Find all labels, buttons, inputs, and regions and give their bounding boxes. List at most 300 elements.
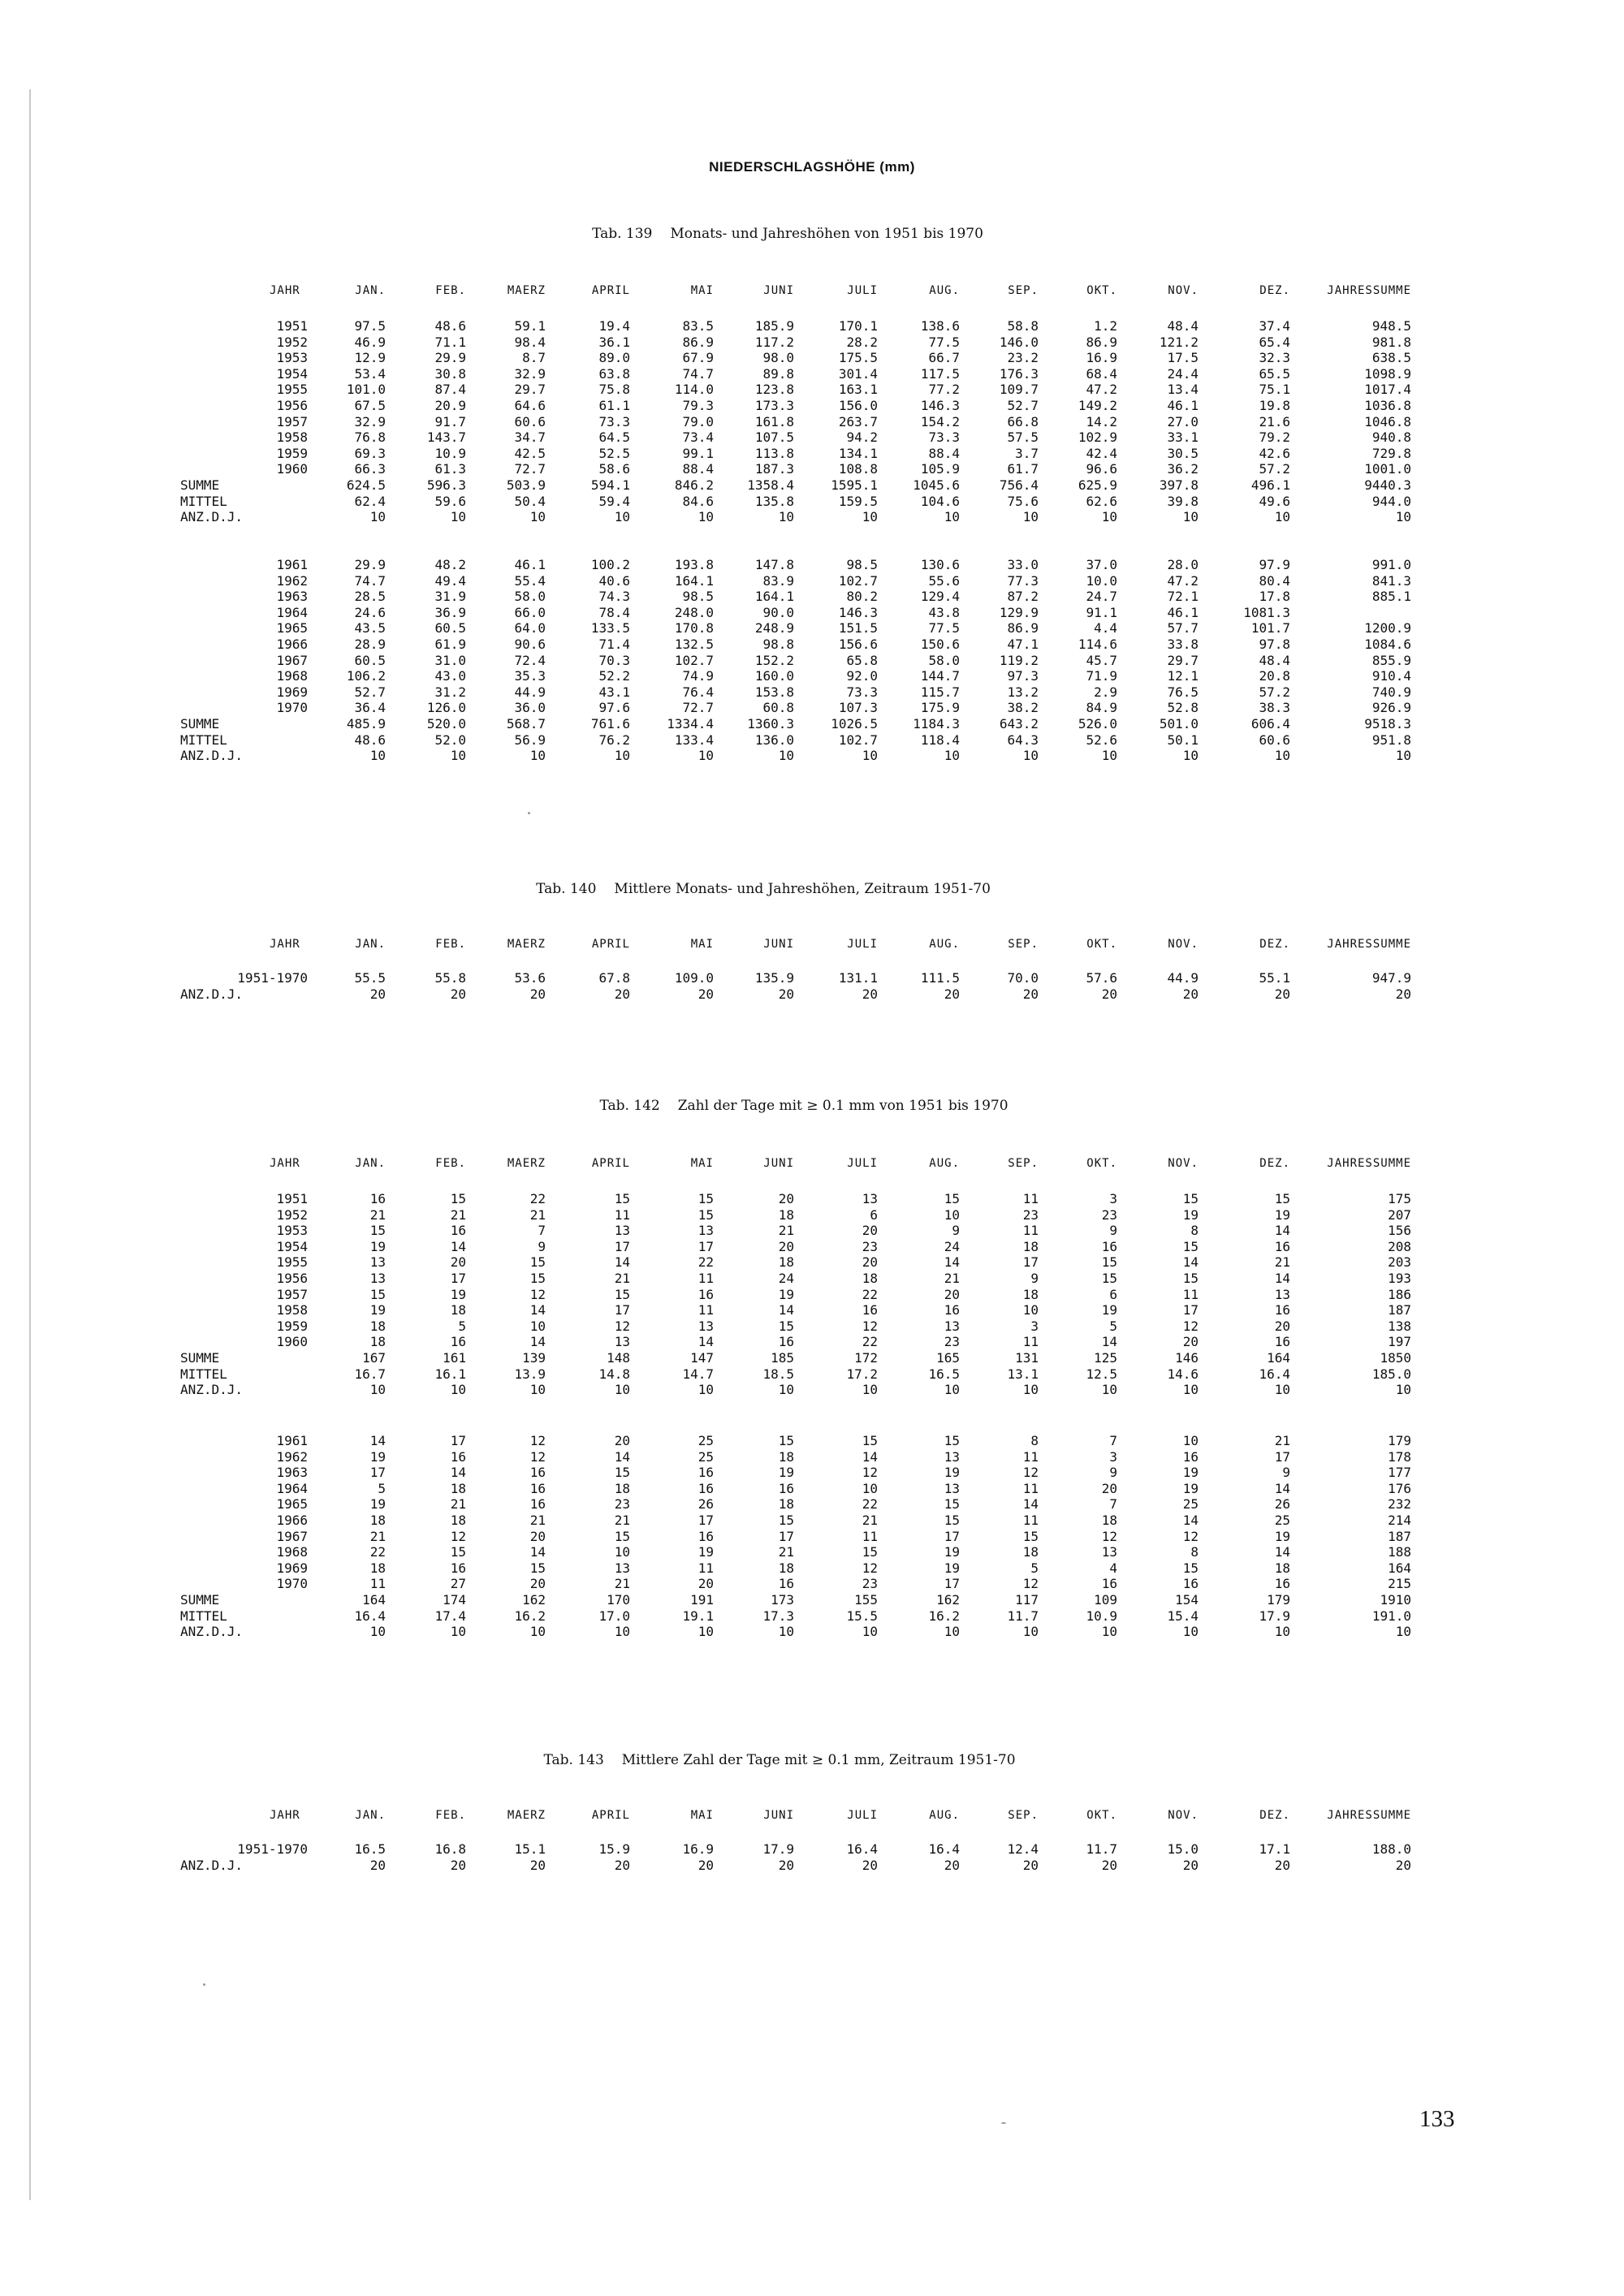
table-cell: 14 bbox=[450, 1238, 466, 1254]
column-header: SEP. bbox=[1008, 284, 1039, 297]
table-cell: 16 bbox=[529, 1496, 546, 1513]
table-cell: 10 bbox=[1022, 748, 1039, 764]
table-cell: 27.0 bbox=[1167, 413, 1199, 429]
column-header: APRIL bbox=[591, 1809, 630, 1822]
table-cell: 63.8 bbox=[598, 365, 630, 382]
table-cell: 10 bbox=[369, 509, 386, 525]
table-cell: 74.3 bbox=[598, 589, 630, 605]
table-cell: 77.3 bbox=[1007, 572, 1039, 589]
table-cell: 16 bbox=[529, 1480, 546, 1496]
table-row bbox=[0, 1560, 1624, 1577]
table-row bbox=[0, 1318, 1624, 1335]
table-cell: 885.1 bbox=[1371, 589, 1411, 605]
table-cell: 73.3 bbox=[846, 684, 878, 700]
table-cell: 57.7 bbox=[1167, 620, 1199, 637]
table-cell: 39.8 bbox=[1167, 493, 1199, 509]
table-cell: 16 bbox=[778, 1480, 794, 1496]
table-cell: 14 bbox=[1101, 1334, 1117, 1350]
table-cell: 111.5 bbox=[920, 970, 960, 986]
table-cell: 16.8 bbox=[434, 1841, 466, 1857]
table-cell: 86.9 bbox=[1086, 334, 1117, 350]
table-cell: 31.2 bbox=[434, 684, 466, 700]
table-cell: 18 bbox=[369, 1560, 386, 1576]
table-row bbox=[0, 732, 1624, 749]
table-cell: 87.4 bbox=[434, 382, 466, 398]
table-row bbox=[0, 1271, 1624, 1287]
table-cell: 98.4 bbox=[514, 334, 546, 350]
table-cell: 20 bbox=[862, 1857, 878, 1873]
table-cell: 16.5 bbox=[928, 1366, 960, 1382]
table-cell: 13 bbox=[614, 1334, 630, 1350]
table-cell: 117.2 bbox=[754, 334, 794, 350]
table-cell: 10 bbox=[529, 1318, 546, 1334]
table-cell: 37.0 bbox=[1086, 557, 1117, 572]
table-cell: 23 bbox=[862, 1238, 878, 1254]
table-cell: 740.9 bbox=[1371, 684, 1411, 700]
table-cell: 119.2 bbox=[999, 652, 1039, 668]
table-cell: 10 bbox=[1274, 509, 1290, 525]
table-cell: 981.8 bbox=[1371, 334, 1411, 350]
column-header: MAERZ bbox=[507, 938, 546, 951]
column-header: JAHRESSUMME bbox=[1327, 1809, 1411, 1822]
table-row bbox=[0, 653, 1624, 669]
table-cell: 14 bbox=[1274, 1271, 1290, 1286]
table-cell: 1098.9 bbox=[1364, 365, 1411, 382]
table-cell: 98.5 bbox=[846, 557, 878, 572]
table-cell: 40.6 bbox=[598, 572, 630, 589]
table-cell: 17 bbox=[778, 1528, 794, 1544]
table-cell: 29.9 bbox=[354, 557, 386, 572]
table-cell: 13.1 bbox=[1007, 1366, 1039, 1382]
column-header: JAN. bbox=[355, 284, 386, 297]
table-cell: 15 bbox=[944, 1513, 960, 1528]
table-cell: 5 bbox=[1109, 1318, 1117, 1334]
row-label: MITTEL bbox=[180, 1366, 227, 1382]
table-cell: 10 bbox=[369, 1382, 386, 1398]
table-cell: 10 bbox=[529, 1382, 546, 1398]
table-cell: 496.1 bbox=[1250, 477, 1290, 493]
table-cell: 15 bbox=[1022, 1528, 1039, 1544]
column-header: JAN. bbox=[355, 1157, 386, 1170]
table-cell: 50.4 bbox=[514, 493, 546, 509]
table-cell: 60.6 bbox=[1259, 732, 1290, 748]
table-cell: 12 bbox=[529, 1433, 546, 1448]
caption-text: Mittlere Zahl der Tage mit ≥ 0.1 mm, Zeitraum 1951-70 bbox=[621, 1752, 1016, 1768]
table-cell: 6 bbox=[870, 1206, 878, 1223]
table-cell: 89.0 bbox=[598, 350, 630, 366]
table-cell: 17 bbox=[369, 1465, 386, 1481]
table-cell: 13 bbox=[698, 1223, 714, 1239]
table-cell: 17.0 bbox=[598, 1608, 630, 1624]
table-cell: 46.9 bbox=[354, 334, 386, 350]
table-cell: 248.9 bbox=[754, 620, 794, 637]
table-cell: 9440.3 bbox=[1364, 477, 1411, 493]
table-cell: 17 bbox=[614, 1238, 630, 1254]
column-header: DEZ. bbox=[1259, 938, 1290, 951]
table-cell: 11.7 bbox=[1086, 1841, 1117, 1857]
table-cell: 60.8 bbox=[762, 700, 794, 716]
table-row bbox=[0, 318, 1624, 334]
table-cell: 15 bbox=[944, 1496, 960, 1513]
table-cell: 57.2 bbox=[1259, 684, 1290, 700]
table-row bbox=[0, 668, 1624, 684]
table-cell: 11 bbox=[698, 1271, 714, 1286]
table-cell: 92.0 bbox=[846, 668, 878, 684]
table-cell: 17.2 bbox=[846, 1366, 878, 1382]
table-cell: 10 bbox=[1101, 1624, 1117, 1640]
table-cell: 80.4 bbox=[1259, 572, 1290, 589]
table-cell: 75.6 bbox=[1007, 493, 1039, 509]
table-cell: 178 bbox=[1388, 1448, 1411, 1465]
table-cell: 62.4 bbox=[354, 493, 386, 509]
table-cell: 185.9 bbox=[754, 318, 794, 334]
table-cell: 57.2 bbox=[1259, 461, 1290, 477]
column-header: MAI bbox=[690, 938, 714, 951]
table-cell: 10 bbox=[944, 1206, 960, 1223]
table-row bbox=[0, 986, 1624, 1003]
column-header: OKT. bbox=[1086, 1157, 1117, 1170]
table-cell: 72.7 bbox=[682, 700, 714, 716]
row-label: 1957 bbox=[276, 413, 308, 429]
table-cell: 32.9 bbox=[514, 365, 546, 382]
table-header-row bbox=[0, 1157, 1624, 1173]
table-cell: 48.6 bbox=[434, 318, 466, 334]
table-cell: 20 bbox=[1395, 1857, 1411, 1873]
table-row bbox=[0, 1465, 1624, 1481]
table-row bbox=[0, 1576, 1624, 1592]
row-label: 1958 bbox=[276, 429, 308, 446]
table-cell: 61.9 bbox=[434, 637, 466, 652]
table-cell: 96.6 bbox=[1086, 461, 1117, 477]
table-cell: 10 bbox=[1182, 1624, 1199, 1640]
table-cell: 18 bbox=[778, 1206, 794, 1223]
table-cell: 10 bbox=[778, 1382, 794, 1398]
table-cell: 19 bbox=[778, 1286, 794, 1302]
table-cell: 191 bbox=[690, 1592, 714, 1608]
row-label: 1967 bbox=[276, 1528, 308, 1544]
table-row bbox=[0, 1223, 1624, 1239]
table-cell: 42.4 bbox=[1086, 445, 1117, 461]
table-cell: 12.4 bbox=[1007, 1841, 1039, 1857]
table-cell: 20 bbox=[778, 986, 794, 1002]
table-cell: 115.7 bbox=[920, 684, 960, 700]
table-cell: 86.9 bbox=[1007, 620, 1039, 637]
table-cell: 15.5 bbox=[846, 1608, 878, 1624]
table-cell: 91.7 bbox=[434, 413, 466, 429]
table-cell: 14 bbox=[698, 1334, 714, 1350]
table-cell: 15.1 bbox=[514, 1841, 546, 1857]
table-cell: 117.5 bbox=[920, 365, 960, 382]
table-cell: 12 bbox=[862, 1318, 878, 1334]
row-label: 1958 bbox=[276, 1302, 308, 1318]
table-cell: 177 bbox=[1388, 1465, 1411, 1481]
table-cell: 13.9 bbox=[514, 1366, 546, 1382]
table-cell: 29.9 bbox=[434, 350, 466, 366]
table-cell: 15 bbox=[614, 1191, 630, 1206]
table-row bbox=[0, 1366, 1624, 1383]
table-cell: 20 bbox=[1182, 986, 1199, 1002]
table-row bbox=[0, 589, 1624, 605]
table-cell: 59.1 bbox=[514, 318, 546, 334]
table-cell: 36.1 bbox=[598, 334, 630, 350]
table-cell: 10 bbox=[698, 509, 714, 525]
table-cell: 15 bbox=[778, 1513, 794, 1528]
table-cell: 146.3 bbox=[838, 604, 878, 620]
table-cell: 485.9 bbox=[346, 716, 386, 732]
table-cell: 100.2 bbox=[590, 557, 630, 572]
column-header: APRIL bbox=[591, 938, 630, 951]
row-label: 1960 bbox=[276, 461, 308, 477]
row-label: SUMME bbox=[180, 1592, 220, 1608]
table-cell: 161 bbox=[443, 1350, 466, 1366]
table-cell: 10 bbox=[778, 748, 794, 764]
table-cell: 66.3 bbox=[354, 461, 386, 477]
table-cell: 12 bbox=[450, 1528, 466, 1544]
table-cell: 18 bbox=[778, 1448, 794, 1465]
table-cell: 991.0 bbox=[1371, 557, 1411, 572]
table-cell: 20 bbox=[862, 1254, 878, 1271]
scan-edge-mark bbox=[29, 89, 31, 2200]
table-cell: 14 bbox=[614, 1448, 630, 1465]
table-cell: 14 bbox=[529, 1334, 546, 1350]
table-cell: 10 bbox=[1395, 1382, 1411, 1398]
table-cell: 17 bbox=[944, 1528, 960, 1544]
column-header: AUG. bbox=[929, 284, 960, 297]
table-cell: 20 bbox=[1101, 1480, 1117, 1496]
table-cell: 61.3 bbox=[434, 461, 466, 477]
row-label: MITTEL bbox=[180, 1608, 227, 1624]
table-cell: 15 bbox=[529, 1560, 546, 1576]
table-cell: 12 bbox=[1101, 1528, 1117, 1544]
table-cell: 48.2 bbox=[434, 557, 466, 572]
table-cell: 7 bbox=[538, 1223, 546, 1239]
table-cell: 1184.3 bbox=[913, 716, 960, 732]
table-cell: 160.0 bbox=[754, 668, 794, 684]
table-cell: 52.5 bbox=[598, 445, 630, 461]
row-label: ANZ.D.J. bbox=[180, 1382, 244, 1398]
table-cell: 38.2 bbox=[1007, 700, 1039, 716]
table-cell: 24 bbox=[944, 1238, 960, 1254]
column-header: MAI bbox=[690, 284, 714, 297]
table-cell: 50.1 bbox=[1167, 732, 1199, 748]
table-cell: 10 bbox=[1395, 509, 1411, 525]
table-cell: 11 bbox=[369, 1576, 386, 1592]
table-cell: 16 bbox=[1101, 1576, 1117, 1592]
table-cell: 20 bbox=[698, 1857, 714, 1873]
table-cell: 17 bbox=[698, 1513, 714, 1528]
table-cell: 10 bbox=[1101, 1382, 1117, 1398]
table-cell: 138.6 bbox=[920, 318, 960, 334]
row-label: 1956 bbox=[276, 1271, 308, 1286]
table-cell: 15 bbox=[698, 1206, 714, 1223]
column-header: DEZ. bbox=[1259, 1157, 1290, 1170]
table-cell: 16.2 bbox=[928, 1608, 960, 1624]
table-cell: 21.6 bbox=[1259, 413, 1290, 429]
table-cell: 16 bbox=[1274, 1576, 1290, 1592]
table-cell: 15 bbox=[944, 1191, 960, 1206]
table-cell: 72.7 bbox=[514, 461, 546, 477]
table-row bbox=[0, 1858, 1624, 1874]
table-cell: 36.2 bbox=[1167, 461, 1199, 477]
table-cell: 568.7 bbox=[506, 716, 546, 732]
table-cell: 193 bbox=[1388, 1271, 1411, 1286]
table-cell: 88.4 bbox=[928, 445, 960, 461]
table-cell: 23 bbox=[862, 1576, 878, 1592]
table-cell: 13 bbox=[614, 1560, 630, 1576]
table-cell: 20 bbox=[614, 1857, 630, 1873]
table-row bbox=[0, 1449, 1624, 1465]
table-cell: 126.0 bbox=[426, 700, 466, 716]
table-cell: 16.4 bbox=[1259, 1366, 1290, 1382]
table-row bbox=[0, 429, 1624, 446]
table-cell: 15 bbox=[450, 1544, 466, 1560]
table-cell: 18 bbox=[614, 1480, 630, 1496]
table-caption bbox=[0, 1752, 1592, 1768]
table-cell: 131 bbox=[1015, 1350, 1039, 1366]
column-header: JAHR bbox=[270, 1809, 300, 1822]
table-cell: 606.4 bbox=[1250, 716, 1290, 732]
table-cell: 10 bbox=[1274, 1382, 1290, 1398]
table-cell: 10 bbox=[778, 1624, 794, 1640]
table-cell: 10 bbox=[1022, 509, 1039, 525]
table-cell: 21 bbox=[778, 1223, 794, 1239]
table-cell: 9 bbox=[952, 1223, 960, 1239]
table-cell: 1334.4 bbox=[667, 716, 714, 732]
table-cell: 10 bbox=[698, 1624, 714, 1640]
table-cell: 10 bbox=[614, 509, 630, 525]
column-header: FEB. bbox=[435, 1157, 466, 1170]
table-cell: 78.4 bbox=[598, 604, 630, 620]
table-cell: 625.9 bbox=[1078, 477, 1117, 493]
table-cell: 79.0 bbox=[682, 413, 714, 429]
column-header: MAERZ bbox=[507, 1157, 546, 1170]
table-cell: 12 bbox=[529, 1286, 546, 1302]
table-cell: 16 bbox=[1182, 1448, 1199, 1465]
row-label: 1961 bbox=[276, 1433, 308, 1448]
table-cell: 20 bbox=[778, 1857, 794, 1873]
table-cell: 263.7 bbox=[838, 413, 878, 429]
table-cell: 62.6 bbox=[1086, 493, 1117, 509]
table-cell: 20 bbox=[1182, 1334, 1199, 1350]
table-cell: 16.1 bbox=[434, 1366, 466, 1382]
column-header: NOV. bbox=[1168, 1809, 1199, 1822]
table-row bbox=[0, 1207, 1624, 1224]
table-cell: 121.2 bbox=[1159, 334, 1199, 350]
table-cell: 35.3 bbox=[514, 668, 546, 684]
table-cell: 29.7 bbox=[1167, 652, 1199, 668]
table-cell: 11 bbox=[1022, 1334, 1039, 1350]
scan-speck bbox=[1001, 2122, 1006, 2124]
table-row bbox=[0, 1302, 1624, 1318]
table-cell: 188 bbox=[1388, 1544, 1411, 1560]
table-cell: 13 bbox=[698, 1318, 714, 1334]
table-cell: 11 bbox=[1182, 1286, 1199, 1302]
table-cell: 10 bbox=[1395, 1624, 1411, 1640]
table-cell: 28.9 bbox=[354, 637, 386, 652]
row-label: 1951-1970 bbox=[237, 970, 308, 986]
table-cell: 8.7 bbox=[522, 350, 546, 366]
table-cell: 12 bbox=[862, 1560, 878, 1576]
table-cell: 20 bbox=[369, 986, 386, 1002]
table-cell: 17 bbox=[1182, 1302, 1199, 1318]
column-header: JAN. bbox=[355, 938, 386, 951]
table-cell: 10 bbox=[614, 1544, 630, 1560]
table-cell: 10 bbox=[862, 1624, 878, 1640]
table-cell: 32.9 bbox=[354, 413, 386, 429]
table-cell: 11 bbox=[1022, 1513, 1039, 1528]
table-cell: 10 bbox=[1274, 1624, 1290, 1640]
row-label: 1960 bbox=[276, 1334, 308, 1350]
table-cell: 11 bbox=[1022, 1480, 1039, 1496]
table-cell: 15 bbox=[862, 1544, 878, 1560]
table-cell: 73.4 bbox=[682, 429, 714, 446]
table-cell: 129.9 bbox=[999, 604, 1039, 620]
table-cell: 22 bbox=[862, 1334, 878, 1350]
column-header: APRIL bbox=[591, 284, 630, 297]
table-cell: 12 bbox=[1022, 1576, 1039, 1592]
table-cell: 57.5 bbox=[1007, 429, 1039, 446]
table-cell: 147.8 bbox=[754, 557, 794, 572]
table-cell: 14.6 bbox=[1167, 1366, 1199, 1382]
table-cell: 36.4 bbox=[354, 700, 386, 716]
table-row bbox=[0, 684, 1624, 701]
table-cell: 65.5 bbox=[1259, 365, 1290, 382]
table-cell: 55.5 bbox=[354, 970, 386, 986]
table-cell: 16 bbox=[698, 1528, 714, 1544]
table-cell: 185 bbox=[771, 1350, 794, 1366]
column-header: NOV. bbox=[1168, 1157, 1199, 1170]
table-cell: 114.6 bbox=[1078, 637, 1117, 652]
column-header: JULI bbox=[847, 1157, 878, 1170]
column-header: JAN. bbox=[355, 1809, 386, 1822]
row-label: 1951 bbox=[276, 1191, 308, 1206]
table-cell: 187 bbox=[1388, 1302, 1411, 1318]
table-cell: 20 bbox=[862, 1223, 878, 1239]
table-cell: 186 bbox=[1388, 1286, 1411, 1302]
table-cell: 105.9 bbox=[920, 461, 960, 477]
table-cell: 8 bbox=[1190, 1223, 1199, 1239]
table-cell: 10 bbox=[944, 1624, 960, 1640]
table-cell: 20 bbox=[778, 1238, 794, 1254]
table-cell: 16 bbox=[1182, 1576, 1199, 1592]
row-label: SUMME bbox=[180, 1350, 220, 1366]
table-cell: 143.7 bbox=[426, 429, 466, 446]
table-cell: 15 bbox=[1182, 1191, 1199, 1206]
table-cell: 20 bbox=[1101, 1857, 1117, 1873]
table-cell: 21 bbox=[862, 1513, 878, 1528]
row-label: 1956 bbox=[276, 398, 308, 413]
table-cell: 80.2 bbox=[846, 589, 878, 605]
row-label: 1962 bbox=[276, 572, 308, 589]
table-cell: 20 bbox=[529, 1576, 546, 1592]
table-cell: 248.0 bbox=[674, 604, 714, 620]
table-row bbox=[0, 1592, 1624, 1608]
table-cell: 19 bbox=[1182, 1465, 1199, 1481]
table-cell: 11 bbox=[1022, 1223, 1039, 1239]
row-label: 1953 bbox=[276, 350, 308, 366]
table-cell: 60.6 bbox=[514, 413, 546, 429]
table-cell: 156 bbox=[1388, 1223, 1411, 1239]
row-label: 1959 bbox=[276, 1318, 308, 1334]
table-cell: 165 bbox=[936, 1350, 960, 1366]
table-row bbox=[0, 1191, 1624, 1207]
table-cell: 70.3 bbox=[598, 652, 630, 668]
table-cell: 139 bbox=[522, 1350, 546, 1366]
table-cell: 20 bbox=[862, 986, 878, 1002]
table-cell: 59.6 bbox=[434, 493, 466, 509]
row-label: 1955 bbox=[276, 382, 308, 398]
table-cell: 20 bbox=[369, 1857, 386, 1873]
